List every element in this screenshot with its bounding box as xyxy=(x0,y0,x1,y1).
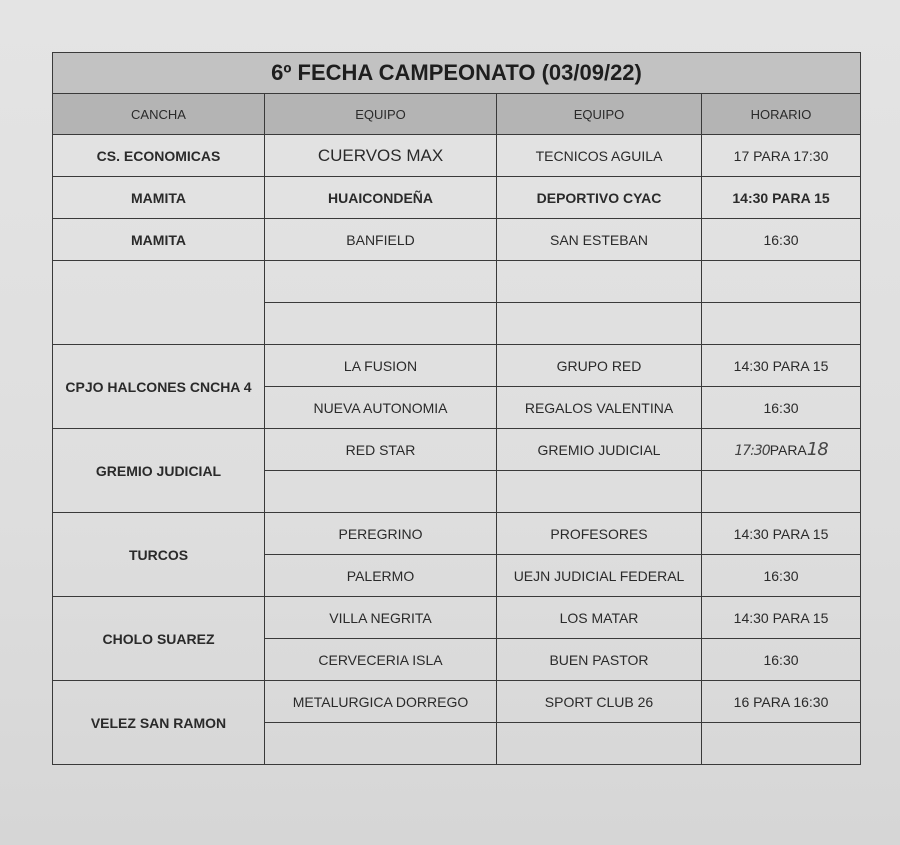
equipo-cell: BANFIELD xyxy=(265,219,497,261)
empty-cell xyxy=(702,303,861,345)
empty-cell xyxy=(497,261,702,303)
table-row xyxy=(53,345,861,387)
horario-para-text: PARA xyxy=(769,442,807,458)
empty-cell xyxy=(497,723,702,765)
equipo-cell: TECNICOS AGUILA xyxy=(497,135,702,177)
equipo-cell: SAN ESTEBAN xyxy=(497,219,702,261)
equipo-cell: UEJN JUDICIAL FEDERAL xyxy=(497,555,702,597)
horario-cell: 16:30 xyxy=(702,219,861,261)
equipo-cell: SPORT CLUB 26 xyxy=(497,681,702,723)
cancha-cell: GREMIO JUDICIAL xyxy=(53,429,265,513)
header-equipo-1: EQUIPO xyxy=(265,94,497,135)
empty-cell xyxy=(702,261,861,303)
horario-cell: 14:30 PARA 15 xyxy=(702,177,861,219)
horario-cell: 16 PARA 16:30 xyxy=(702,681,861,723)
empty-cell xyxy=(702,471,861,513)
table-row xyxy=(53,261,861,303)
table-row xyxy=(53,177,861,219)
horario-cell: 14:30 PARA 15 xyxy=(702,513,861,555)
equipo-cell: RED STAR xyxy=(265,429,497,471)
equipo-cell: PALERMO xyxy=(265,555,497,597)
cancha-cell: CS. ECONOMICAS xyxy=(53,135,265,177)
schedule-table xyxy=(52,52,861,765)
cancha-cell: MAMITA xyxy=(53,219,265,261)
table-row xyxy=(53,597,861,639)
cancha-cell: TURCOS xyxy=(53,513,265,597)
equipo-cell: VILLA NEGRITA xyxy=(265,597,497,639)
horario-cell xyxy=(702,429,861,471)
header-equipo-2: EQUIPO xyxy=(497,94,702,135)
horario-cell: 17 PARA 17:30 xyxy=(702,135,861,177)
equipo-cell: HUAICONDEÑA xyxy=(265,177,497,219)
empty-cell xyxy=(497,303,702,345)
equipo-cell: REGALOS VALENTINA xyxy=(497,387,702,429)
empty-cell xyxy=(265,723,497,765)
empty-cell xyxy=(497,471,702,513)
header-horario: HORARIO xyxy=(702,94,861,135)
equipo-cell: GRUPO RED xyxy=(497,345,702,387)
header-cancha: CANCHA xyxy=(53,94,265,135)
cancha-cell: CPJO HALCONES CNCHA 4 xyxy=(53,345,265,429)
equipo-cell: NUEVA AUTONOMIA xyxy=(265,387,497,429)
horario-cell: 14:30 PARA 15 xyxy=(702,597,861,639)
empty-cell xyxy=(702,723,861,765)
table-row xyxy=(53,429,861,471)
cancha-cell: MAMITA xyxy=(53,177,265,219)
equipo-cell: DEPORTIVO CYAC xyxy=(497,177,702,219)
equipo-cell: CERVECERIA ISLA xyxy=(265,639,497,681)
cancha-cell: CHOLO SUAREZ xyxy=(53,597,265,681)
equipo-cell: PROFESORES xyxy=(497,513,702,555)
horario-cell: 16:30 xyxy=(702,555,861,597)
horario-cell: 16:30 xyxy=(702,387,861,429)
table-row xyxy=(53,681,861,723)
handwritten-time-2: 18 xyxy=(806,439,828,460)
empty-cell xyxy=(265,471,497,513)
header-row xyxy=(53,94,861,135)
empty-cell xyxy=(265,261,497,303)
table-row xyxy=(53,513,861,555)
page-title: 6º FECHA CAMPEONATO (03/09/22) xyxy=(53,53,861,94)
equipo-cell: METALURGICA DORREGO xyxy=(265,681,497,723)
equipo-cell: LOS MATAR xyxy=(497,597,702,639)
equipo-cell: GREMIO JUDICIAL xyxy=(497,429,702,471)
cancha-cell: VELEZ SAN RAMON xyxy=(53,681,265,765)
equipo-cell: BUEN PASTOR xyxy=(497,639,702,681)
table-row xyxy=(53,135,861,177)
table-row xyxy=(53,219,861,261)
horario-cell: 14:30 PARA 15 xyxy=(702,345,861,387)
equipo-cell: PEREGRINO xyxy=(265,513,497,555)
empty-cell xyxy=(265,303,497,345)
handwritten-time: 17:30 xyxy=(734,443,770,459)
equipo-cell: CUERVOS MAX xyxy=(265,135,497,177)
title-row xyxy=(53,53,861,94)
equipo-cell: LA FUSION xyxy=(265,345,497,387)
empty-cancha-cell xyxy=(53,261,265,345)
horario-cell: 16:30 xyxy=(702,639,861,681)
